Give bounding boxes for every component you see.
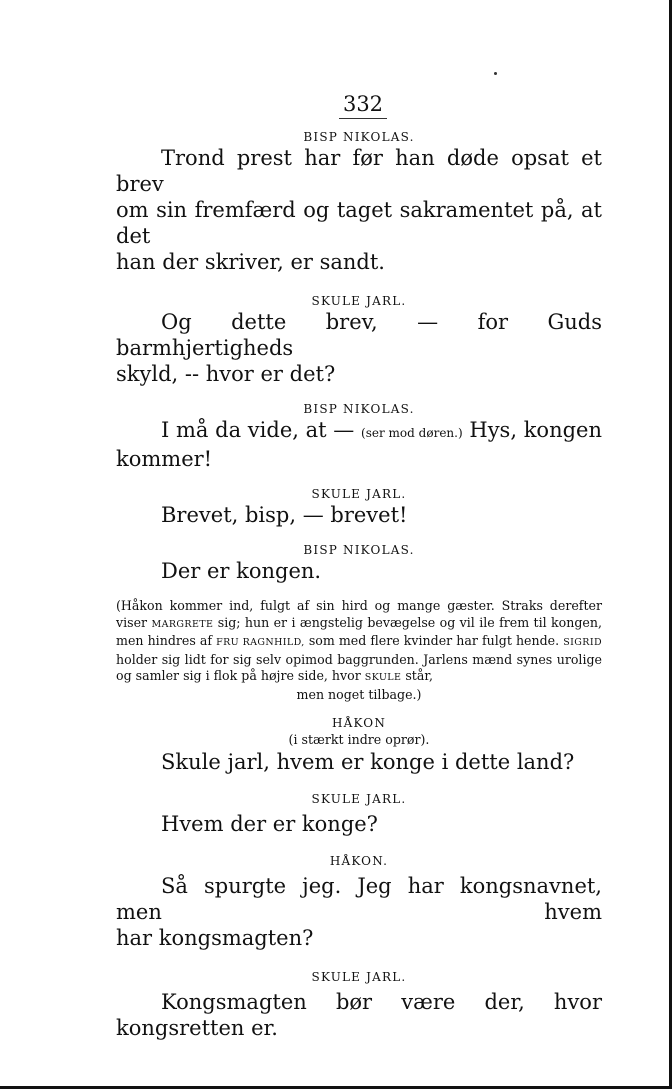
page-number: 332: [116, 92, 602, 119]
dialogue-line: har kongsmagten?: [116, 926, 314, 950]
dialogue-line: [116, 417, 602, 446]
speaker-label: BISP NIKOLAS.: [303, 130, 415, 144]
dialogue-line: om sin fremfærd og taget sakramentet på, at det: [116, 198, 602, 248]
dialogue-line: skyld, -- hvor er det?: [116, 362, 336, 386]
dialogue-line: Trond prest har før han døde opsat et brev: [116, 146, 602, 196]
dialogue-line: Skule jarl, hvem er konge i dette land?: [161, 750, 575, 774]
dialogue-line: Kongsmagten bør være der, hvor kongsretten er.: [116, 990, 602, 1040]
character-name: SKULE: [364, 672, 402, 683]
character-name: FRU RAGNHILD,: [216, 637, 305, 648]
dialogue-line: Og dette brev, — for Guds barmhjertigheds: [116, 310, 602, 360]
dialogue-line: han der skriver, er sandt.: [116, 250, 385, 274]
dialogue-line: Der er kongen.: [161, 559, 322, 583]
dialogue-text: Hys, kongen: [469, 418, 602, 442]
dialogue-text: I må da vide, at —: [161, 418, 355, 442]
speaker-label: SKULE JARL.: [311, 487, 407, 501]
speaker-label: HÅKON.: [329, 854, 389, 868]
speaker-label: SKULE JARL.: [311, 792, 407, 806]
speaker-label: SKULE JARL.: [311, 970, 407, 984]
dialogue-line: Brevet, bisp, — brevet!: [161, 503, 408, 527]
stage-direction: (Håkon kommer ind, fulgt af sin hird og mange gæster. Straks derefter viser MARGRETE sig; hun er i ængstelig bevægelse og vil ile frem til kongen, men hindres af FRU RAGNHILD, som med flere kvinder har fulgt hende. SIGRID holder sig lidt for sig selv opimod baggrunden. Jarlens mænd synes urolige og samler sig i flok på højre side, hvor SKULE står, men noget tilbage.): [116, 598, 603, 702]
dialogue-line: kommer!: [116, 447, 213, 471]
ink-speck: [494, 72, 497, 75]
speaker-label: BISP NIKOLAS.: [303, 402, 415, 416]
dialogue-line: Så spurgte jeg. Jeg har kongsnavnet, men hvem: [116, 874, 602, 924]
stage-aside: (ser mod døren.): [361, 426, 463, 440]
stage-aside: (i stærkt indre oprør).: [288, 732, 430, 747]
page-content: [116, 92, 602, 1041]
speaker-label: HÅKON: [331, 716, 387, 730]
character-name: SIGRID: [563, 637, 603, 648]
character-name: MARGRETE: [151, 618, 214, 630]
speaker-label: SKULE JARL.: [311, 294, 407, 308]
dialogue-line: Hvem der er konge?: [161, 812, 378, 836]
speaker-label: BISP NIKOLAS.: [303, 543, 415, 557]
